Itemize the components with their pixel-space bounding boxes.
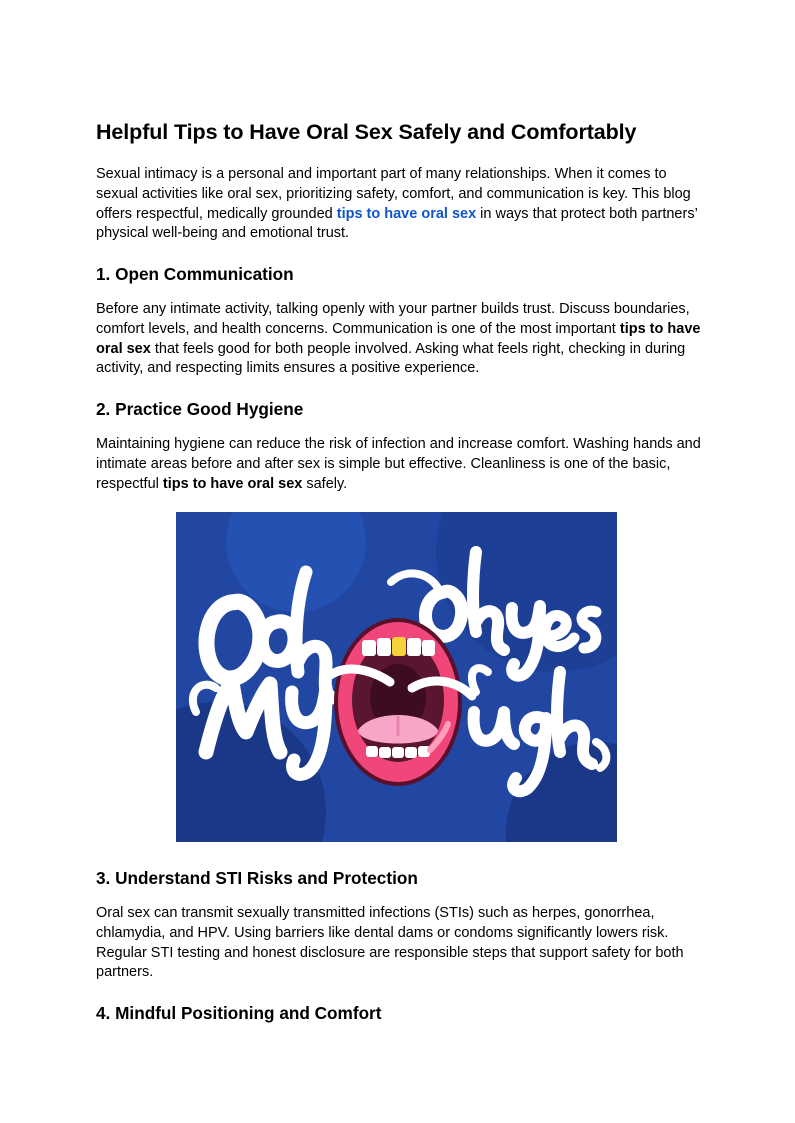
illustration-svg	[176, 512, 617, 842]
intro-text-after: in ways that protect both partners’ physical well-being and emotional trust.	[96, 205, 698, 242]
page-title: Helpful Tips to Have Oral Sex Safely and Comfortably	[96, 120, 637, 144]
intro-paragraph	[96, 165, 704, 244]
intro-text-before: Sexual intimacy is a personal and important part of many relationships. When it comes to sexual activities like oral sex, prioritizing safety, comfort, and communication is key. This blog offers respectful, medically grounded	[96, 166, 691, 222]
section-text-after: safely.	[302, 475, 348, 492]
mouth-lettering-illustration	[176, 512, 617, 842]
section-paragraph-communication	[96, 300, 704, 379]
tooth	[405, 747, 417, 758]
section-heading-sti: 3. Understand STI Risks and Protection	[96, 868, 418, 888]
tips-link[interactable]: tips to have oral sex	[336, 205, 477, 222]
section-heading-positioning: 4. Mindful Positioning and Comfort	[96, 1003, 382, 1023]
tooth	[379, 747, 391, 758]
tooth	[362, 640, 376, 656]
section-text-after: that feels good for both people involved. Asking what feels right, checking in during activity, and respecting limits ensures a positive experience.	[96, 340, 686, 377]
gold-tooth	[392, 637, 406, 656]
section-bold-phrase: tips to have oral sex	[96, 320, 701, 357]
tooth	[422, 640, 435, 656]
section-paragraph-hygiene	[96, 435, 704, 494]
section-bold-phrase: tips to have oral sex	[162, 475, 303, 492]
section-paragraph-sti: Oral sex can transmit sexually transmitted infections (STIs) such as herpes, gonorrhea, chlamydia, and HPV. Using barriers like dental dams or condoms significantly lowers risk. Regular STI testing and honest disclosure are responsible steps that support safety for both partners.	[96, 905, 684, 981]
tooth	[392, 747, 404, 758]
tooth	[377, 638, 391, 656]
tooth	[407, 638, 421, 656]
section-text-before: Maintaining hygiene can reduce the risk of infection and increase comfort. Washing hands and intimate areas before and after sex is simple but effective. Cleanliness is one of the basic, respectful	[96, 436, 701, 492]
section-text-before: Before any intimate activity, talking openly with your partner builds trust. Discuss boundaries, comfort levels, and health concerns. Communication is one of the most important	[96, 301, 690, 337]
section-heading-hygiene: 2. Practice Good Hygiene	[96, 399, 304, 419]
tooth	[366, 746, 378, 757]
section-heading-communication: 1. Open Communication	[96, 264, 294, 284]
